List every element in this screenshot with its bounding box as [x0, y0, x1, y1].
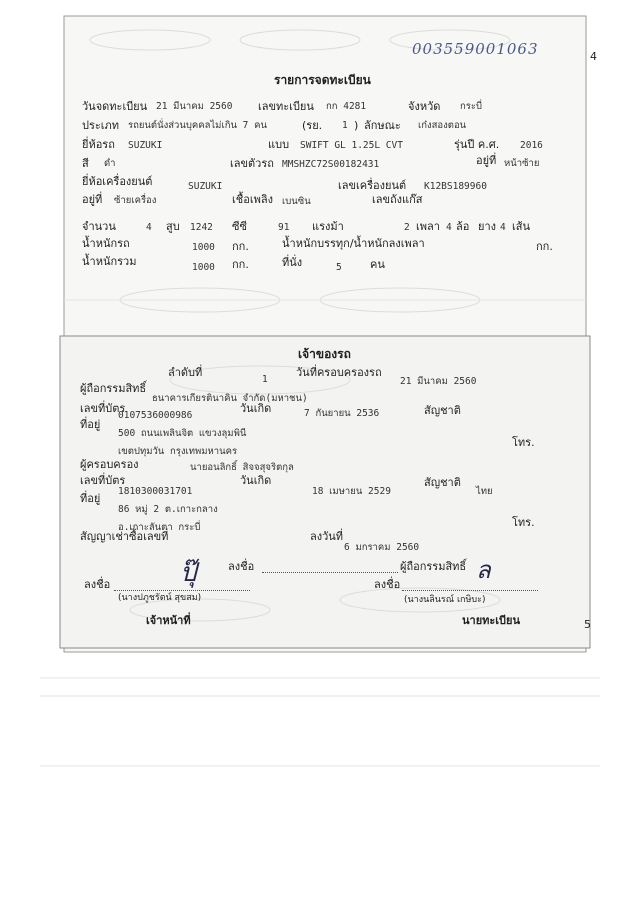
count-value: 4	[146, 222, 152, 233]
weight-label: น้ำหนักรถ	[82, 237, 130, 250]
nation1-label: สัญชาติ	[424, 404, 461, 417]
reg-no-value: กก 4281	[326, 101, 367, 112]
chassis-label: เลขตัวรถ	[230, 157, 274, 170]
nation2-label: สัญชาติ	[424, 476, 461, 489]
possess-date-label: วันที่ครอบครองรถ	[296, 366, 382, 379]
province-value: กระบี่	[460, 101, 482, 112]
address1-label: ที่อยู่	[80, 418, 101, 431]
address1-line1: 500 ถนนเพลินจิต แขวงลุมพินี	[118, 428, 247, 439]
type-code-open: (รย.	[302, 119, 323, 132]
gross-weight-unit: กก.	[232, 258, 249, 271]
sign-label-left: ลงชื่อ	[84, 578, 111, 591]
holder-sign-caption: ผู้ถือกรรมสิทธิ์	[400, 560, 467, 573]
possessor-label: ผู้ครอบครอง	[80, 458, 139, 471]
address2-line2: อ.เกาะลันตา กระบี่	[118, 522, 201, 533]
nation2-value: ไทย	[476, 486, 493, 497]
order-value: 1	[262, 374, 268, 385]
style-value: เก๋งสองตอน	[418, 120, 467, 131]
model-label: แบบ	[268, 138, 290, 151]
fuel-value: เบนซิน	[282, 196, 311, 207]
sign-line-left	[114, 590, 250, 591]
engine-location-label: อยู่ที่	[82, 193, 103, 206]
address2-label: ที่อยู่	[80, 492, 101, 505]
engine-no-value: K12BS189960	[424, 181, 487, 192]
gross-weight-value: 1000	[192, 262, 215, 273]
engine-no-label: เลขเครื่องยนต์	[338, 179, 407, 192]
load-unit: กก.	[536, 240, 553, 253]
owner-section-title: เจ้าของรถ	[298, 347, 351, 361]
id2-label: เลขที่บัตร	[80, 474, 126, 487]
contract-date-label: ลงวันที่	[310, 530, 344, 543]
page-title: รายการจดทะเบียน	[274, 73, 371, 87]
count-label: จำนวน	[82, 220, 116, 233]
tire-value: 4	[500, 222, 506, 233]
color-value: ดำ	[104, 158, 116, 169]
brand-value: SUZUKI	[128, 140, 163, 151]
type-code-value: 1	[342, 120, 348, 131]
cc-label: ซีซี	[232, 220, 247, 233]
handwritten-reference-number: 003559001063	[412, 40, 539, 58]
chassis-value: MMSHZC72S00182431	[282, 159, 380, 170]
tel1-label: โทร.	[512, 436, 535, 449]
sign-label-right: ลงชื่อ	[374, 578, 401, 591]
contract-label: สัญญาเช่าซื้อเลขที่	[80, 530, 169, 543]
type-label: ประเภท	[82, 119, 120, 132]
gas-tank-label: เลขถังแก๊ส	[372, 193, 423, 206]
birth1-label: วันเกิด	[240, 402, 272, 415]
type-code-close: )	[354, 119, 359, 132]
color-label: สี	[82, 157, 89, 170]
page-number-bottom: 5	[584, 618, 591, 631]
id1-value: 0107536000986	[118, 410, 193, 421]
holder-label: ผู้ถือกรรมสิทธิ์	[80, 382, 147, 395]
load-label: น้ำหนักบรรทุก/น้ำหนักลงเพลา	[282, 237, 425, 250]
id1-label: เลขที่บัตร	[80, 402, 126, 415]
cylinder-value: 1242	[190, 222, 213, 233]
tire-unit: เส้น	[512, 220, 530, 233]
province-label: จังหวัด	[408, 100, 441, 113]
axle-value: 2	[404, 222, 410, 233]
address1-line2: เขตปทุมวัน กรุงเทพมหานคร	[118, 446, 238, 457]
sign-label-center: ลงชื่อ	[228, 560, 255, 573]
officer-signature: ปุ๊	[180, 558, 198, 588]
birth2-value: 18 เมษายน 2529	[312, 486, 391, 497]
seat-label: ที่นั่ง	[282, 256, 303, 269]
reg-date-value: 21 มีนาคม 2560	[156, 101, 233, 112]
tire-label: ยาง	[478, 220, 496, 233]
id2-value: 1810300031701	[118, 486, 193, 497]
wheel-value: 4	[446, 222, 452, 233]
birth1-value: 7 กันยายน 2536	[304, 408, 380, 419]
axle-label: เพลา	[416, 220, 440, 233]
reg-date-label: วันจดทะเบียน	[82, 100, 148, 113]
weight-unit: กก.	[232, 240, 249, 253]
sign-line-right	[402, 590, 538, 591]
year-label: รุ่นปี ค.ศ.	[454, 138, 500, 151]
fuel-label: เชื้อเพลิง	[232, 193, 273, 206]
engine-brand-label: ยี่ห้อเครื่องยนต์	[82, 175, 153, 188]
birth2-label: วันเกิด	[240, 474, 272, 487]
registrar-name: (นางนลินรณ์ เกษิบะ)	[404, 595, 486, 605]
order-label: ลำดับที่	[168, 366, 203, 379]
page-number-top: 4	[590, 50, 597, 63]
chassis-location-value: หน้าซ้าย	[504, 158, 540, 169]
contract-date-value: 6 มกราคม 2560	[344, 542, 420, 553]
registrar-title: นายทะเบียน	[462, 614, 521, 627]
chassis-location-label: อยู่ที่	[476, 154, 497, 167]
possess-date-value: 21 มีนาคม 2560	[400, 376, 477, 387]
seat-value: 5	[336, 262, 342, 273]
address2-line1: 86 หมู่ 2 ต.เกาะกลาง	[118, 504, 218, 515]
gross-weight-label: น้ำหนักรวม	[82, 255, 137, 268]
sign-line-center	[262, 572, 398, 573]
officer-name: (นางปภูชรัตน์ สุขสม)	[118, 593, 202, 603]
holder-value: ธนาคารเกียรตินาคิน จำกัด(มหาชน)	[152, 393, 308, 404]
reg-no-label: เลขทะเบียน	[258, 100, 314, 113]
style-label: ลักษณะ	[364, 119, 401, 132]
year-value: 2016	[520, 140, 543, 151]
tel2-label: โทร.	[512, 516, 535, 529]
officer-title: เจ้าหน้าที่	[146, 614, 191, 627]
hp-label: แรงม้า	[312, 220, 344, 233]
seat-unit: คน	[370, 258, 385, 271]
holder-signature: ล	[476, 556, 492, 584]
possessor-value: นายอนลิกธิ์ สิจจสุจริตกุล	[190, 462, 294, 473]
weight-value: 1000	[192, 242, 215, 253]
wheel-label: ล้อ	[456, 220, 470, 233]
cc-value: 91	[278, 222, 290, 233]
engine-brand-value: SUZUKI	[188, 181, 223, 192]
cylinder-label: สูบ	[166, 220, 180, 233]
model-value: SWIFT GL 1.25L CVT	[300, 140, 403, 151]
engine-location-value: ซ้ายเครื่อง	[114, 195, 157, 206]
type-value: รถยนต์นั่งส่วนบุคคลไม่เกิน 7 คน	[128, 120, 267, 131]
brand-label: ยี่ห้อรถ	[82, 138, 115, 151]
